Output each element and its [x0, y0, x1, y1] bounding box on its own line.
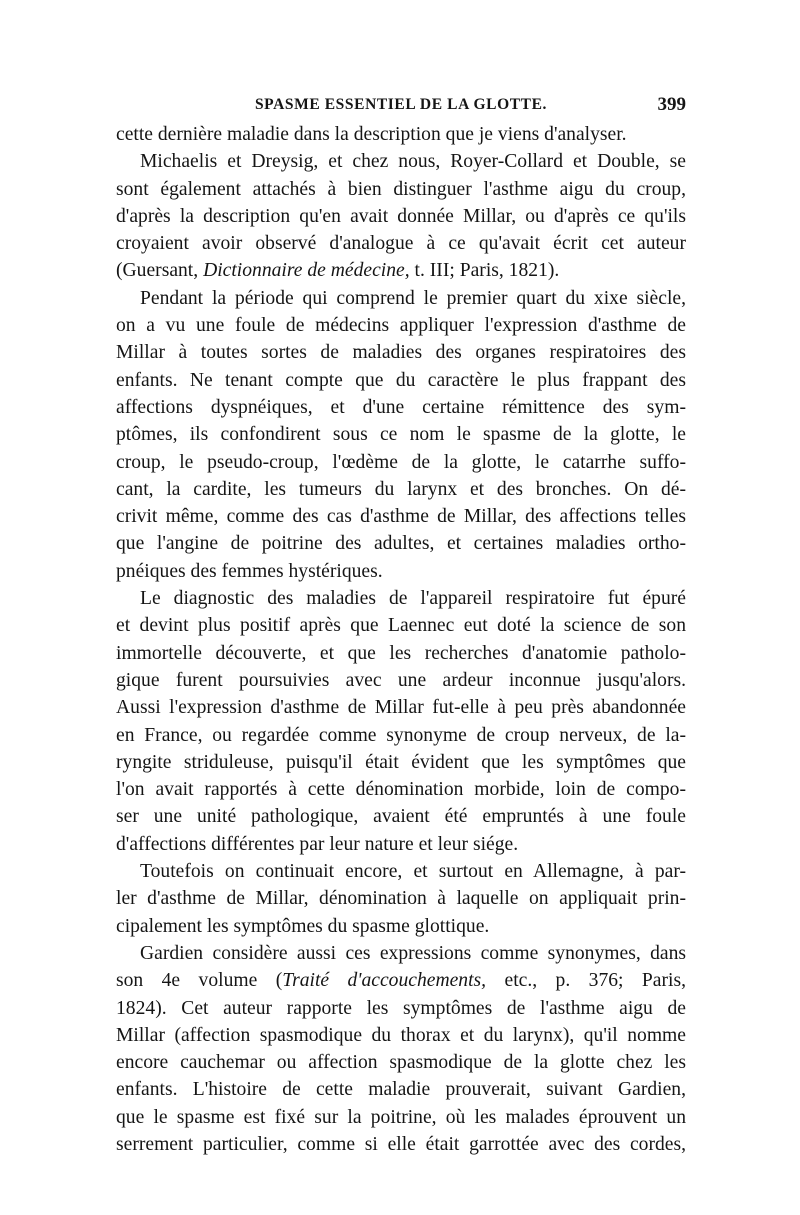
running-title: SPASME ESSENTIEL DE LA GLOTTE. — [254, 96, 548, 113]
text-line: affections dyspnéiques, et d'une certaine rémittence des sym- — [116, 396, 686, 418]
text-line: (Guersant, Dictionnaire de médecine, t. III; Paris, 1821). — [116, 260, 560, 282]
text-line: et devint plus positif après que Laennec eut doté la science de son — [116, 615, 686, 637]
text-line: cette dernière maladie dans la description que je viens d'analyser. — [116, 124, 627, 145]
italic-citation: Dictionnaire de médecine, — [203, 260, 410, 282]
text-line: ler d'asthme de Millar, dénomination à laquelle on appliquait prin- — [116, 888, 686, 910]
text-line: son 4e volume (Traité d'accouchements, etc., p. 376; Paris, — [116, 970, 686, 992]
text-line: l'on avait rapportés à cette dénomination morbide, loin de compo- — [116, 779, 686, 801]
text-line: Millar à toutes sortes de maladies des organes respiratoires des — [116, 342, 686, 364]
text-line: on a vu une foule de médecins appliquer l'expression d'asthme de — [116, 315, 686, 337]
text-line: Aussi l'expression d'asthme de Millar fut-elle à peu près abandonnée — [116, 697, 686, 719]
text-line: encore cauchemar ou affection spasmodique de la glotte chez les — [116, 1052, 686, 1074]
text-line: croyaient avoir observé d'analogue à ce qu'avait écrit cet auteur — [116, 233, 686, 255]
text-line: ser une unité pathologique, avaient été empruntés à une foule — [116, 806, 686, 828]
text-line: crivit même, comme des cas d'asthme de Millar, des affections telles — [116, 506, 686, 528]
text-line: immortelle découverte, et que les recherches d'anatomie patholo- — [116, 642, 686, 664]
text-line: enfants. L'histoire de cette maladie prouverait, suivant Gardien, — [116, 1079, 686, 1101]
text-line: gique furent poursuivies avec une ardeur inconnue jusqu'alors. — [116, 669, 686, 691]
text-line: enfants. Ne tenant compte que du caractère le plus frappant des — [116, 369, 686, 391]
text-line: croup, le pseudo-croup, l'œdème de la glotte, le catarrhe suffo- — [116, 451, 686, 473]
page-number: 399 — [657, 94, 686, 115]
page-header — [116, 94, 686, 118]
text-line: d'après la description qu'en avait donnée Millar, ou d'après ce qu'ils — [116, 205, 686, 227]
text-line: pnéiques des femmes hystériques. — [116, 560, 383, 582]
text-line: Pendant la période qui comprend le premier quart du xixe siècle, — [140, 287, 686, 309]
text-line: Michaelis et Dreysig, et chez nous, Royer-Collard et Double, se — [140, 151, 686, 173]
text-line: Le diagnostic des maladies de l'appareil respiratoire fut épuré — [140, 588, 686, 610]
text-line: d'affections différentes par leur nature et leur siége. — [116, 833, 519, 855]
text-line: serrement particulier, comme si elle était garrottée avec des cordes, — [116, 1133, 686, 1155]
text-line: Gardien considère aussi ces expressions comme synonymes, dans — [140, 942, 686, 964]
text-line: Toutefois on continuait encore, et surtout en Allemagne, à par- — [140, 861, 686, 883]
text-line: cant, la cardite, les tumeurs du larynx et des bronches. On dé- — [116, 478, 686, 500]
text-line: que le spasme est fixé sur la poitrine, où les malades éprouvent un — [116, 1106, 686, 1128]
text-line: sont également attachés à bien distinguer l'asthme aigu du croup, — [116, 178, 686, 200]
italic-citation: Traité d'accouchements, — [282, 970, 487, 992]
text-line: ptômes, ils confondirent sous ce nom le spasme de la glotte, le — [116, 424, 686, 446]
text-line: Millar (affection spasmodique du thorax et du larynx), qu'il nomme — [116, 1024, 686, 1046]
text-line: cipalement les symptômes du spasme glottique. — [116, 915, 490, 937]
text-line: que l'angine de poitrine des adultes, et certaines maladies ortho- — [116, 533, 686, 555]
text-line: en France, ou regardée comme synonyme de croup nerveux, de la- — [116, 724, 686, 746]
text-line: ryngite striduleuse, puisqu'il était évident que les symptômes que — [116, 751, 686, 773]
body-text — [116, 121, 686, 1158]
text-line: 1824). Cet auteur rapporte les symptômes de l'asthme aigu de — [116, 997, 686, 1019]
